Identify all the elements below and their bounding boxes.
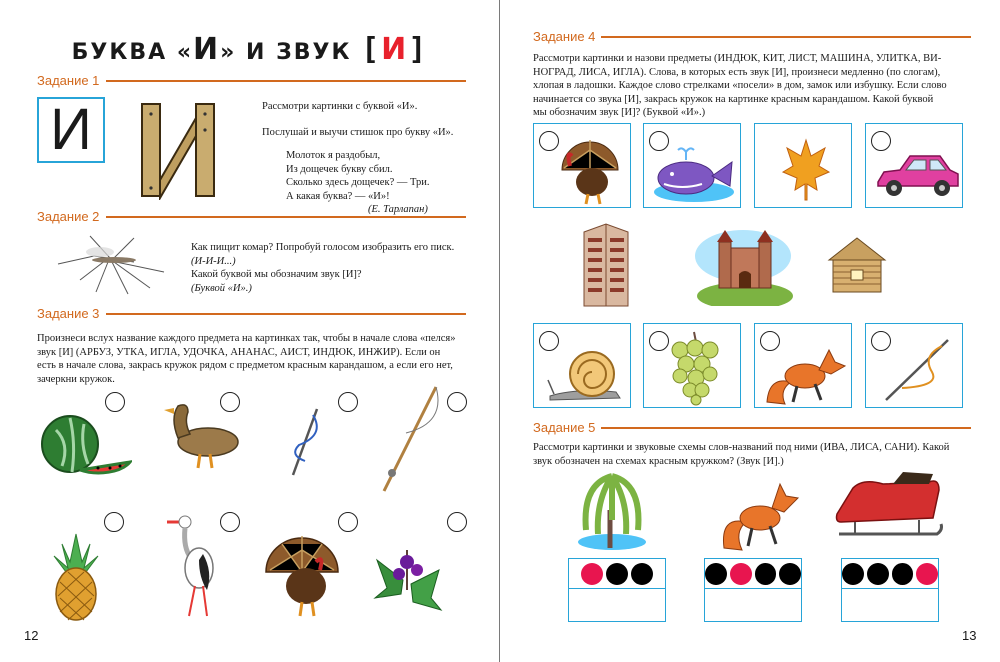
nail: [203, 112, 206, 115]
title-sound: И: [381, 32, 409, 67]
sound-dot-black: [779, 563, 801, 585]
page-number-left: 12: [24, 628, 39, 643]
answer-circle[interactable]: [338, 392, 358, 412]
picture-box-snail: [533, 323, 631, 408]
sound-scheme-sled: [841, 558, 939, 622]
poem-author: (Е. Тарлапан): [368, 204, 428, 215]
title-letter: И: [193, 32, 221, 67]
answer-circle[interactable]: [871, 131, 891, 151]
picture-box-turkey: [533, 123, 631, 208]
sound-dot-black: [705, 563, 727, 585]
answer-circle[interactable]: [220, 392, 240, 412]
poem: [286, 149, 430, 203]
car-image: [874, 152, 960, 200]
picture-box-car: [865, 123, 963, 208]
plank: [196, 104, 214, 196]
nail: [149, 186, 152, 189]
task2-line: Какой буквой мы обозначим звук [И]?: [191, 269, 362, 280]
answer-circle[interactable]: [539, 131, 559, 151]
turkey-image: [262, 530, 342, 618]
plank: [142, 104, 160, 196]
watermelon-image: [40, 410, 132, 482]
picture-box-needle: [865, 323, 963, 408]
title-bracket: [: [361, 32, 382, 67]
task1-label: Задание 1: [37, 73, 100, 88]
scheme-dots: [705, 559, 801, 589]
sound-dot-black: [867, 563, 889, 585]
task3-rule: [106, 313, 466, 315]
scheme-dots: [569, 559, 665, 589]
fishing-rod-image: [376, 383, 440, 495]
task1-text2: Послушай и выучи стишок про букву «И».: [262, 127, 454, 138]
task3-line: зачеркни кружок.: [37, 373, 115, 385]
task2-label: Задание 2: [37, 209, 100, 224]
sound-dot-black: [892, 563, 914, 585]
page-number-right: 13: [962, 628, 977, 643]
fox-image: [718, 472, 800, 552]
big-letter-box: [37, 97, 105, 163]
sound-dot-black: [631, 563, 653, 585]
big-letter: И: [50, 97, 92, 162]
sound-scheme-fox: [704, 558, 802, 622]
fig-image: [373, 540, 443, 620]
answer-circle[interactable]: [104, 512, 124, 532]
poem-line: Сколько здесь дощечек? — Три.: [286, 177, 430, 188]
whale-image: [652, 146, 736, 204]
sound-dot-red: [581, 563, 603, 585]
task4-rule: [601, 36, 971, 38]
sound-dot-red: [730, 563, 752, 585]
nail: [203, 128, 206, 131]
task4-line: НОГРАД, ЛИСА, ИГЛА). Слова, в которых есть звук [И], произнеси медленно (по слогам),: [533, 66, 941, 78]
snail-image: [546, 344, 626, 404]
willow-image: [576, 470, 648, 552]
wooden-letter-image: [138, 100, 220, 200]
task2-rule: [106, 216, 466, 218]
answer-circle[interactable]: [338, 512, 358, 532]
task2-line: Как пищит комар? Попробуй голосом изобразить его писк.: [191, 242, 455, 253]
task4-label: Задание 4: [533, 29, 596, 44]
task2-line: (Буквой «И».): [191, 282, 252, 294]
task4-line: Рассмотри картинки и назови предметы (ИНДЮК, КИТ, ЛИСТ, МАШИНА, УЛИТКА, ВИ-: [533, 53, 942, 64]
task5-rule: [601, 427, 971, 429]
apartment-building-image: [578, 222, 634, 308]
task1-rule: [106, 80, 466, 82]
task5-line: Рассмотри картинки и звуковые схемы слов-названий под ними (ИВА, ЛИСА, САНИ). Какой: [533, 442, 950, 453]
sled-image: [833, 472, 945, 542]
picture-box-grapes: [643, 323, 741, 408]
title-part: БУКВА «: [71, 40, 194, 65]
needle-image: [285, 405, 325, 479]
grapes-image: [668, 330, 722, 406]
hut-image: [825, 236, 889, 296]
answer-circle[interactable]: [447, 392, 467, 412]
page-title: [0, 32, 500, 67]
task4-text: [533, 52, 973, 120]
task5-line: звук обозначен на схемах красным кружком? (Звук [И].): [533, 455, 784, 467]
task5-text: [533, 441, 978, 468]
poem-line: Из дощечек букву сбил.: [286, 163, 393, 175]
task4-line: хлопая в ладошки. Каждое слово стрелками «посели» в дом, замок или избушку. Если слово: [533, 80, 947, 91]
task3-line: Произнеси вслух название каждого предмета на картинках так, чтобы в начале слова «пелся»: [37, 333, 456, 344]
picture-box-fox: [754, 323, 852, 408]
sound-dot-black: [842, 563, 864, 585]
task2-line: (И-И-И...): [191, 255, 236, 267]
task5-label: Задание 5: [533, 420, 596, 435]
task3-line: есть в начале слова, закрась кружок рядом с предметом красным карандашом, а если его нет,: [37, 360, 453, 371]
sound-dot-black: [606, 563, 628, 585]
task3-text: [37, 332, 477, 386]
picture-box-leaf: [754, 123, 852, 208]
answer-circle[interactable]: [649, 331, 669, 351]
poem-line: Молоток я раздобыл,: [286, 150, 381, 161]
poem-line: А какая буква? — «И»!: [286, 190, 390, 202]
scheme-dots: [842, 559, 938, 589]
task4-line: мы обозначим звук [И]? (Буквой «И».): [533, 107, 706, 118]
stork-image: [163, 508, 223, 620]
title-part: » И ЗВУК: [220, 40, 362, 65]
nail: [149, 112, 152, 115]
title-bracket: ]: [408, 32, 429, 67]
mosquito-image: [50, 232, 170, 296]
sound-dot-black: [755, 563, 777, 585]
fox-image: [765, 342, 847, 406]
task3-label: Задание 3: [37, 306, 100, 321]
maple-leaf-image: [781, 138, 831, 202]
task3-line: звук [И] (АРБУЗ, УТКА, ИГЛА, УДОЧКА, АНАНАС, АИСТ, ИНДЮК, ИНЖИР). Если он: [37, 346, 441, 358]
mosquito-body: [92, 257, 136, 263]
needle-image: [882, 336, 952, 404]
answer-circle[interactable]: [220, 512, 240, 532]
pineapple-image: [50, 532, 102, 622]
sound-dot-red: [916, 563, 938, 585]
answer-circle[interactable]: [447, 512, 467, 532]
castle-image: [693, 226, 797, 306]
task2-text: [191, 241, 454, 295]
picture-box-whale: [643, 123, 741, 208]
mosquito-wing: [86, 247, 114, 257]
sound-scheme-willow: [568, 558, 666, 622]
plank: [160, 118, 196, 198]
answer-circle[interactable]: [105, 392, 125, 412]
task4-line: начинается со звука [И], закрась кружок на картинке красным карандашом. Какой буквой: [533, 93, 934, 105]
turkey-image: [558, 136, 620, 206]
task1-text1: Рассмотри картинки с буквой «И».: [262, 101, 418, 112]
right-page: [500, 0, 1000, 662]
